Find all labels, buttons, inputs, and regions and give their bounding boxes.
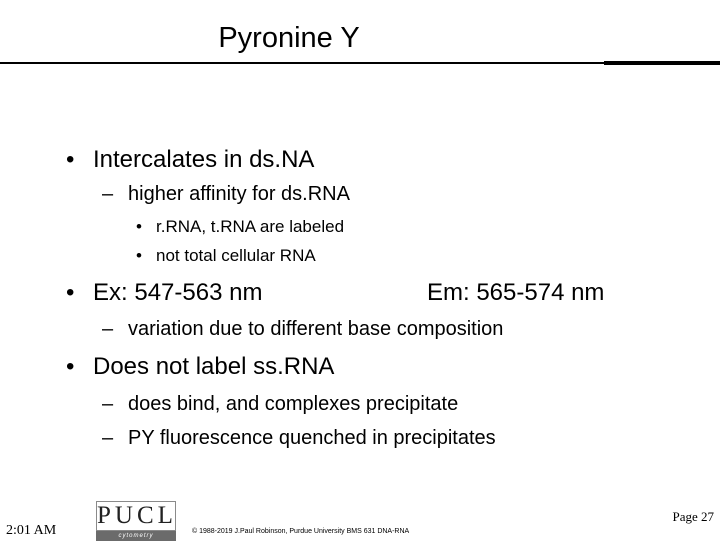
bullet-marker: • [66,353,75,380]
page-number: Page 27 [672,509,714,524]
bullet-ssrna [66,353,334,381]
bullet-marker: • [136,246,142,265]
sub-bullet-quenched [102,426,496,450]
logo-tagline: cytometry laboratories [96,531,176,541]
bullet-marker: • [136,217,142,236]
sub-bullet-text: does bind, and complexes precipitate [128,393,459,415]
sub-sub-bullet-labeled [136,217,344,237]
title-divider [0,62,604,64]
bullet-excitation [66,279,262,307]
sub-bullet-text: PY fluorescence quenched in precipitates [128,427,496,449]
pucl-logo [96,501,177,549]
sub-bullet-text: variation due to different base composition [128,318,504,340]
sub-sub-bullet-not-total [136,246,316,266]
logo-wordmark: PUCL [97,502,177,529]
bullet-text: Does not label ss.RNA [93,353,335,380]
bullet-intercalates [66,146,314,174]
dash-marker: – [102,427,114,449]
title-divider-accent [604,61,720,65]
sub-sub-bullet-text: r.RNA, t.RNA are labeled [156,217,345,236]
timestamp: 2:01 AM [6,523,57,538]
excitation-text: Ex: 547-563 nm [93,279,263,306]
dash-marker: – [102,393,114,415]
dash-marker: – [102,183,114,205]
emission-text: Em: 565-574 nm [427,279,605,306]
bullet-marker: • [66,279,75,306]
sub-bullet-variation [102,317,503,341]
bullet-marker: • [66,146,75,173]
copyright-notice: © 1988-2019 J.Paul Robinson, Purdue University BMS 631 DNA-RNA [192,528,410,535]
slide-title: Pyronine Y [218,22,360,54]
sub-sub-bullet-text: not total cellular RNA [156,246,316,265]
sub-bullet-text: higher affinity for ds.RNA [128,183,350,205]
bullet-text: Intercalates in ds.NA [93,146,315,173]
sub-bullet-affinity [102,182,350,206]
dash-marker: – [102,318,114,340]
sub-bullet-does-bind [102,392,458,416]
